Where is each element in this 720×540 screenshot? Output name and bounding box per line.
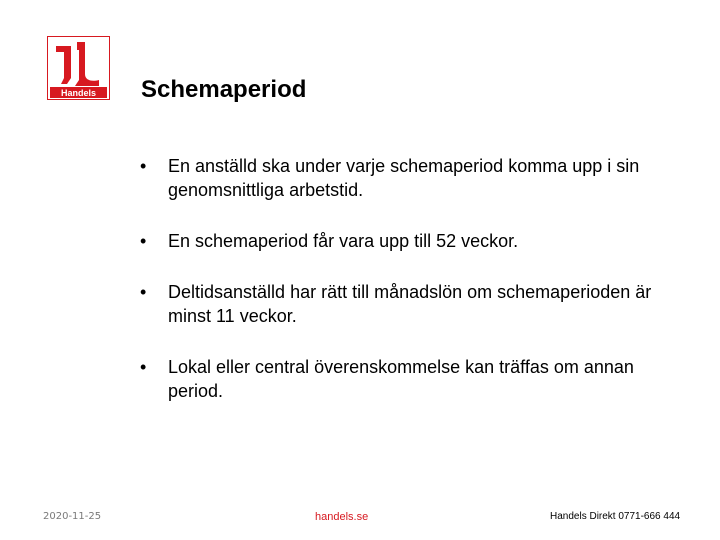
bullet-list — [140, 154, 680, 430]
logo-text: Handels — [60, 88, 97, 98]
bullet-text: Lokal eller central överenskommelse kan träffas om annan period. — [168, 357, 634, 401]
bullet-marker: • — [140, 357, 147, 377]
bullet-item — [140, 355, 680, 403]
bullet-marker: • — [140, 231, 147, 251]
bullet-text: Deltidsanställd har rätt till månadslön om schemaperioden är minst 11 veckor. — [168, 282, 652, 326]
bullet-marker: • — [140, 156, 147, 176]
bullet-marker: • — [140, 282, 147, 302]
bullet-item — [140, 280, 680, 328]
slide-title: Schemaperiod — [141, 76, 307, 103]
bullet-text: En anställd ska under varje schemaperiod komma upp i sin genomsnittliga arbetstid. — [168, 156, 640, 200]
footer-date: 2020-11-25 — [43, 511, 102, 522]
bullet-text: En schemaperiod får vara upp till 52 veckor. — [168, 231, 519, 251]
footer-site-link[interactable]: handels.se — [315, 511, 369, 523]
footer-contact: Handels Direkt 0771-666 444 — [550, 511, 681, 522]
bullet-item — [140, 229, 680, 253]
bullet-item — [140, 154, 680, 202]
handels-logo — [47, 36, 110, 100]
